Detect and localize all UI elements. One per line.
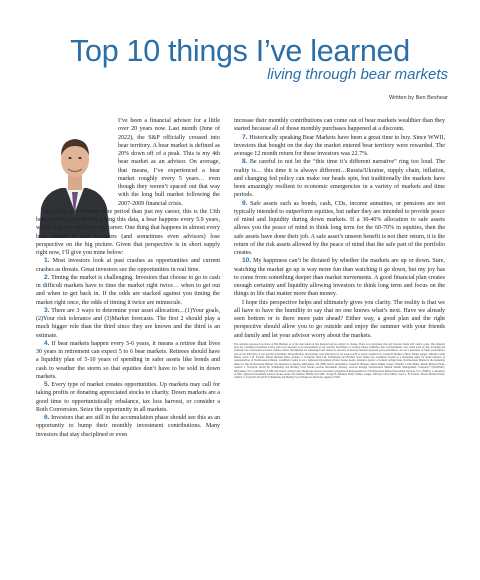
item-number: 5. [44,381,50,388]
item-number: 4. [44,339,50,347]
article-title: Top 10 things I’ve learned [70,34,410,68]
item-text: If bear markets happen every 5-6 years, it means a retiree that lives 30 years in retirement can expect 5 to 6 bear markets. Retirees should have a liquidity plan of 5-10 years of spending in safer assets like bonds and cash to weather the storm so that equities don’t have to be sold in down markets. [36,340,221,380]
item-text: Investors that are still in the accumulation phase should see this as an opportunity to bump their monthly investment contributions. Many investors that stay disciplined or even [36,415,221,438]
list-item [36,414,220,439]
item-number: 1. [44,257,50,265]
list-item [234,134,445,159]
closing-paragraph: I hope this perspective helps and ultimately gives you clarity. The reality is that we all have to have the humility to say that no one knows what’s next. Have we already seen bottom or is there more pain ahead? Either way, a good plan and the right perspective should allow you to go outside and enjoy the summer with your friends and family and let your advisor worry about the markets. [234,299,445,339]
list-item [234,257,445,298]
article-subtitle: living through bear markets [267,66,448,83]
context-paragraph: As I look at a broader time period than just my career, this is the 13th bear market since WWII. Using this data, a bear happens every 5.9 years, which is pretty similar to my career. One thing that happens in almost every bear market is that investors (and sometimes even advisors) lose perspective on the big picture. Given that perspective is in short supply right now, I’ll give you mine below: [36,208,220,256]
list-item [36,340,220,381]
item-text: There are 3 ways to determine your asset allocation…(1)Your goals, (2)Your risk tolerance and (3)Market forecasts. The first 2 should play a much bigger role than the third since they are known and the third is an estimate. [36,307,221,339]
list-item [234,158,445,199]
list-item [36,274,220,307]
intro-paragraph: I’ve been a financial advisor for a little over 20 years now. Last month (June of 2022), the S&P officially crossed into bear territory. A bear market is defined as 20% down off of a peak. This is my 4th bear market as an advisor. On average, that means, I’ve experienced a bear market roughly every 5 years… even though they weren’t spaced out that way with the long bull market following the 2007-2009 financial crisis. [118,118,220,207]
continued-paragraph: increase their monthly contributions can come out of bear markets wealthier than they started because all of those monthly purchases happened at a discount. [234,118,445,133]
article-column-left [36,117,220,439]
item-text: Be careful to not let the “this time it’s different narrative” ring too loud. The reality is… this time it is always different…Russia/Ukraine, supply chain, inflation, and changing fed policy can make our heads spin, but traditionally the markets have been amazingly resilient to economic emergencies in a variety of markets and time periods. [234,159,445,199]
disclaimer-text: The opinions expressed are those of Ben Beshear as of the date stated on this material and are subject to change. There is no guarantee that any forecasts made will come to pass. This material does not constitute investment advice and is not intended as an endorsement of any specific investment or security. Please remember that all investments carry some level of risk, including the potential loss of principal invested. Indexes and/or benchmarks are unmanaged and cannot be invested in directly. Returns represent past performance, are not a guarantee of future performance and are not indicative of any specific investment. Diversification and strategic asset allocation do not assure profit or protect against loss. Joseph B. Beshear, Marty Walker Geiger, Timothy Carlin Miller, Jason J. B. Yeckoli, Dustin Michael Parks, Andrew J. Scarpichi, David M. Schmiesing and Bradley Scott Weeks use LionMark Capital as a marketing name for doing business as representatives of Northwestern Mutual. LionMark Capital is not a registered investment adviser, broker-dealer, insurance agency or federal savings bank. Northwestern Mutual is the marketing name for The Northwestern Mutual Life Insurance Company, Milwaukee, WI (NM) and its subsidiaries. Joseph B. Beshear, Marty Walker Geiger, Timothy Carlin Miller, Dustin Michael Parks, Andrew J. Scarpichi, David M. Schmiesing and Bradley Scott Weeks provide investment advisory services through Northwestern Mutual Wealth Management Company® (NMWMC), Milwaukee, WI, a subsidiary of NM and federal savings bank. Brokerage services provided as Registered Representatives of Northwestern Mutual Investment Services, LLC (NMIS), a subsidiary of NM, registered investment adviser, broker-dealer and member FINRA and SIPC. Joseph B. Beshear, Marty Walker Geiger, Timothy Carlin Miller, Jason J. B. Yeckoli, Dustin Michael Parks, Andrew J. Scarpichi, David M. Schmiesing and Bradley Scott Weeks are Insurance Agents of NM. [234,342,445,380]
author-byline: Written by Ben Beshear [389,95,448,101]
item-number: 7. [242,133,248,141]
item-text: Timing the market is challenging. Investors that choose to go to cash in difficult markets have to time the market right twice… when to get out and when to get back in. If the odds are stacked against you timing the market right once, the odds of timing it twice are minuscule. [36,274,221,306]
article-column-right [234,117,445,380]
item-number: 10. [242,257,252,265]
item-number: 9. [242,199,248,207]
list-item [36,381,220,414]
item-number: 3. [44,306,50,314]
list-item [234,200,445,258]
item-text: Most investors look at past crashes as opportunities and current crashes as threats. Great investors see the opportunities in real time. [36,258,220,273]
item-text: My happiness can’t be dictated by whether the markets are up or down. Sure, watching the market go up is way more fun than watching it go down, but my joy has to come from something deeper than market movements. A good financial plan creates enough certainty and liquidity allowing investors to think long term and focus on the things in life that matter more than money. [234,258,445,298]
list-item [36,307,220,340]
item-number: 8. [242,158,248,166]
item-number: 6. [44,414,50,421]
item-text: Safe assets such as bonds, cash, CDs, income annuities, or pensions are not typically intended to outperform equities, but rather they are intended to provide peace of mind and liquidity during down markets. If a 30-40% allocation to safe assets allows you the peace of mind to think long term for the 60-70% in equities, then the safe assets have done their job. A safe asset’s unseen benefit is not their return, it is the return of the risk assets allowed by the peace of mind that the safe part of the portfolio creates. [234,200,446,256]
list-item [36,257,220,274]
item-number: 2. [44,273,50,281]
item-text: Every type of market creates opportunities. Up markets may call for taking profits or donating appreciated stocks to charity. Down markets are a good time to opportunistically rebalance, tax loss harvest, or consider a Roth Conversion. Seize the opportunity in all markets. [36,382,221,413]
item-text: Historically speaking Bear Markets have been a great time to buy. Since WWII, investors that bought on the day the market entered bear territory were rewarded. The average 12 month return for these investors was 22.7%. [234,134,445,157]
